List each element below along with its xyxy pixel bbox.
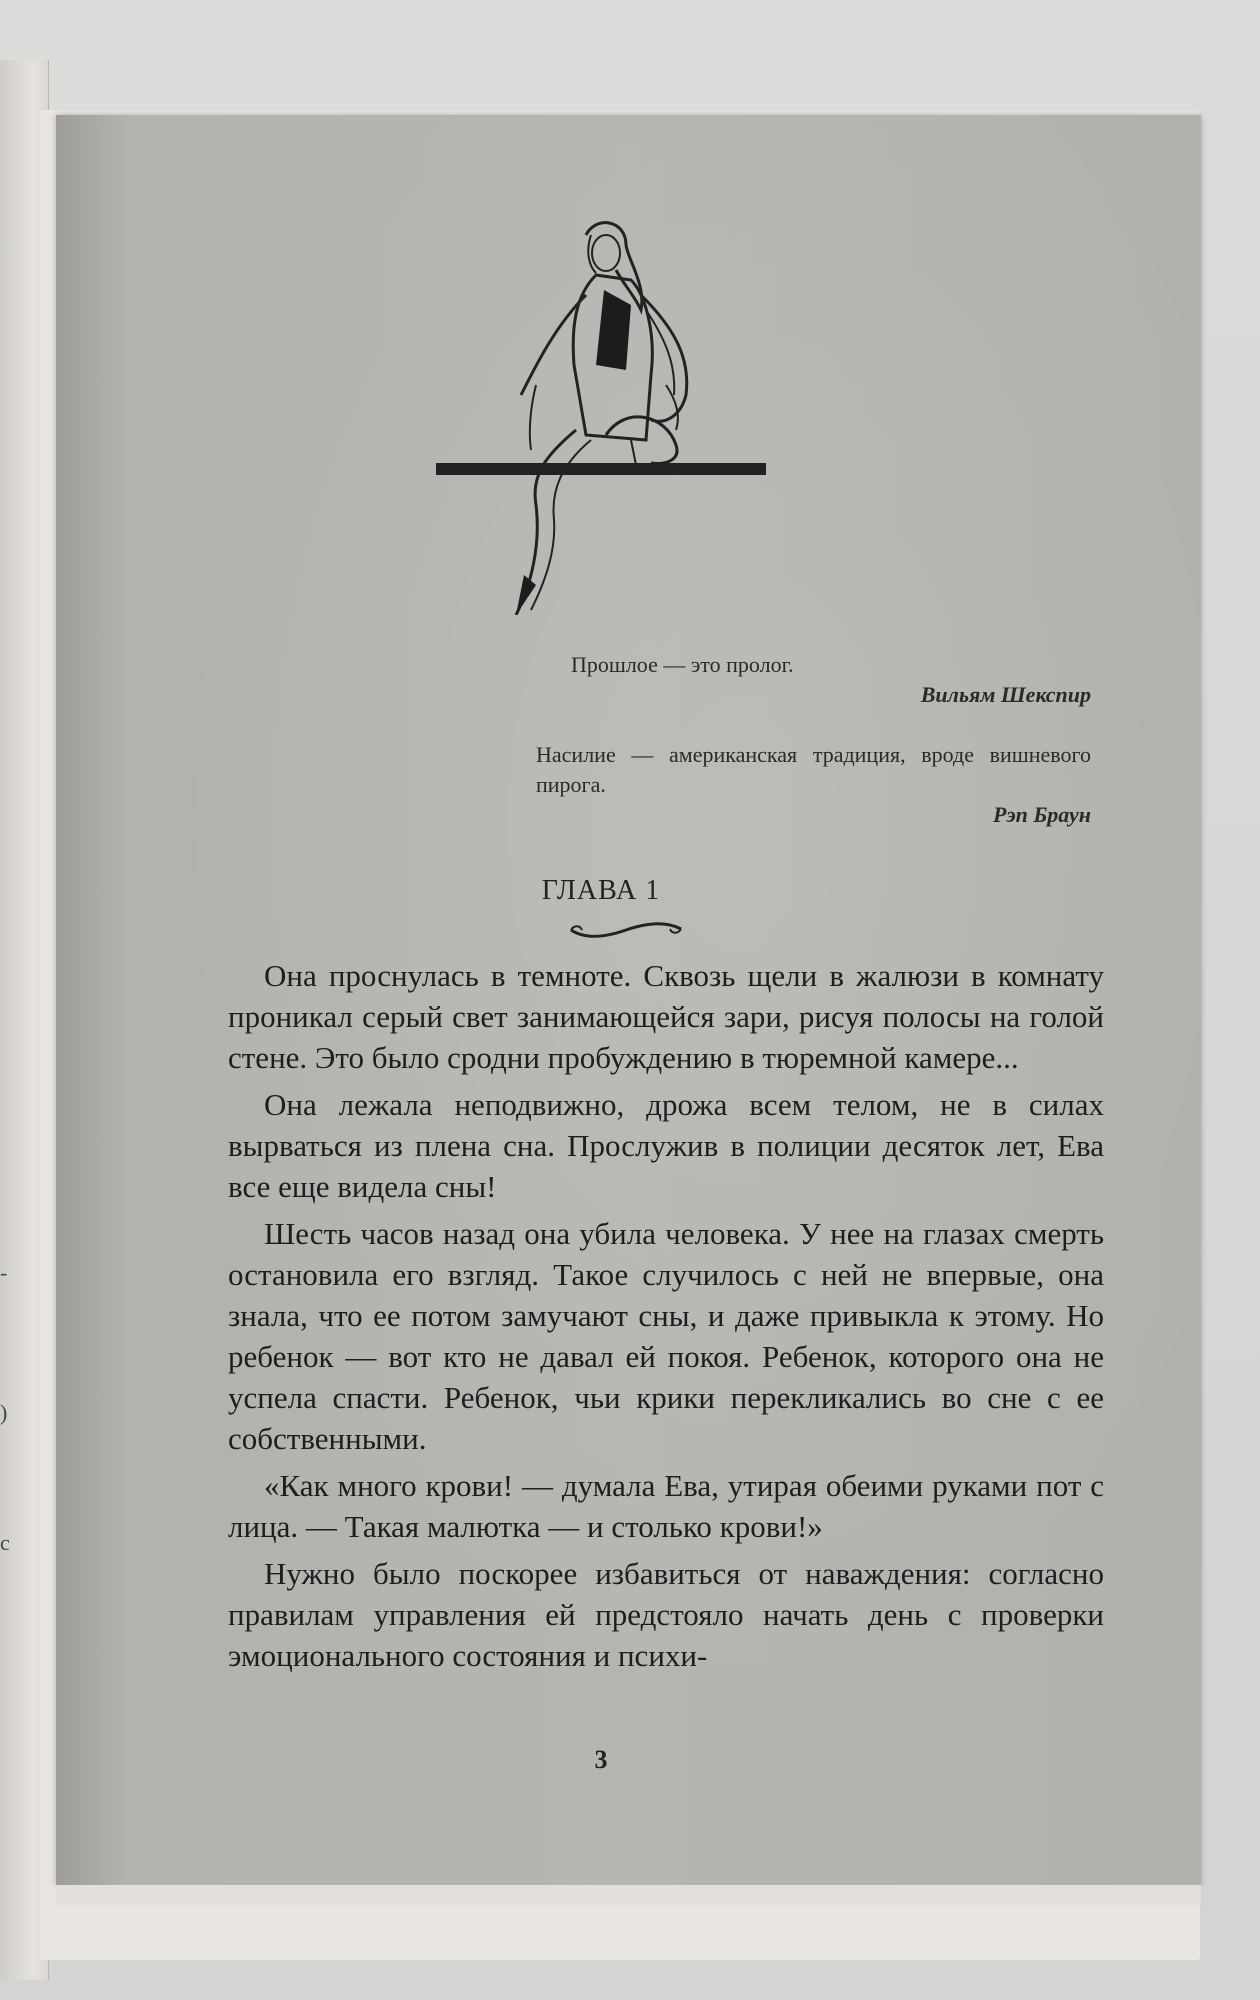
- paragraph: «Как много крови! — думала Ева, утирая обеими руками пот с лица. — Такая малютка — и столько крови!»: [228, 1468, 1104, 1544]
- seated-woman-sketch-icon: [436, 215, 766, 615]
- paragraph: Шесть часов назад она убила человека. У нее на глазах смерть остановила его взгляд. Такое случилось с ней не впервые, она знала, что ее потом замучают сны, и даже привыкла к этому. Но ребенок — вот кто не давал ей покоя. Ребенок, которого она не успела спасти. Ребенок, чьи крики перекликались во сне с ее собственными.: [228, 1216, 1104, 1456]
- ornament-flourish-icon: [566, 915, 686, 945]
- book-cover-bottom-edge: [56, 1885, 1201, 1905]
- edge-mark: с: [0, 1530, 10, 1555]
- epigraph-author: Вильям Шекспир: [920, 682, 1091, 707]
- chapter-body: [228, 955, 1104, 1682]
- edge-mark: ): [0, 1400, 8, 1425]
- epigraph-text: Прошлое — это пролог.: [571, 652, 794, 677]
- epigraph-author: Рэп Браун: [993, 802, 1091, 827]
- epigraph: [571, 650, 1091, 710]
- paragraph: Она лежала неподвижно, дрожа всем телом, не в силах вырваться из плена сна. Прослужив в полиции десяток лет, Ева все еще видела сны!: [228, 1087, 1104, 1204]
- paragraph: Нужно было поскорее избавиться от наваждения: согласно правилам управления ей предстояло начать день с проверки эмоционального состояния и психи-: [228, 1556, 1104, 1673]
- chapter-title: ГЛАВА 1: [541, 875, 661, 906]
- edge-mark: -: [0, 1260, 8, 1285]
- paragraph: Она проснулась в темноте. Сквозь щели в жалюзи в комнату проникал серый свет занимающейся зари, рисуя полосы на голой стене. Это было сродни пробуждению в тюремной камере...: [228, 958, 1104, 1075]
- page-number: 3: [594, 1745, 608, 1774]
- epigraph-text: Насилие — американская традиция, вроде вишневого пирога.: [536, 742, 1091, 797]
- epigraph: [536, 740, 1091, 830]
- book-page: [56, 115, 1201, 1885]
